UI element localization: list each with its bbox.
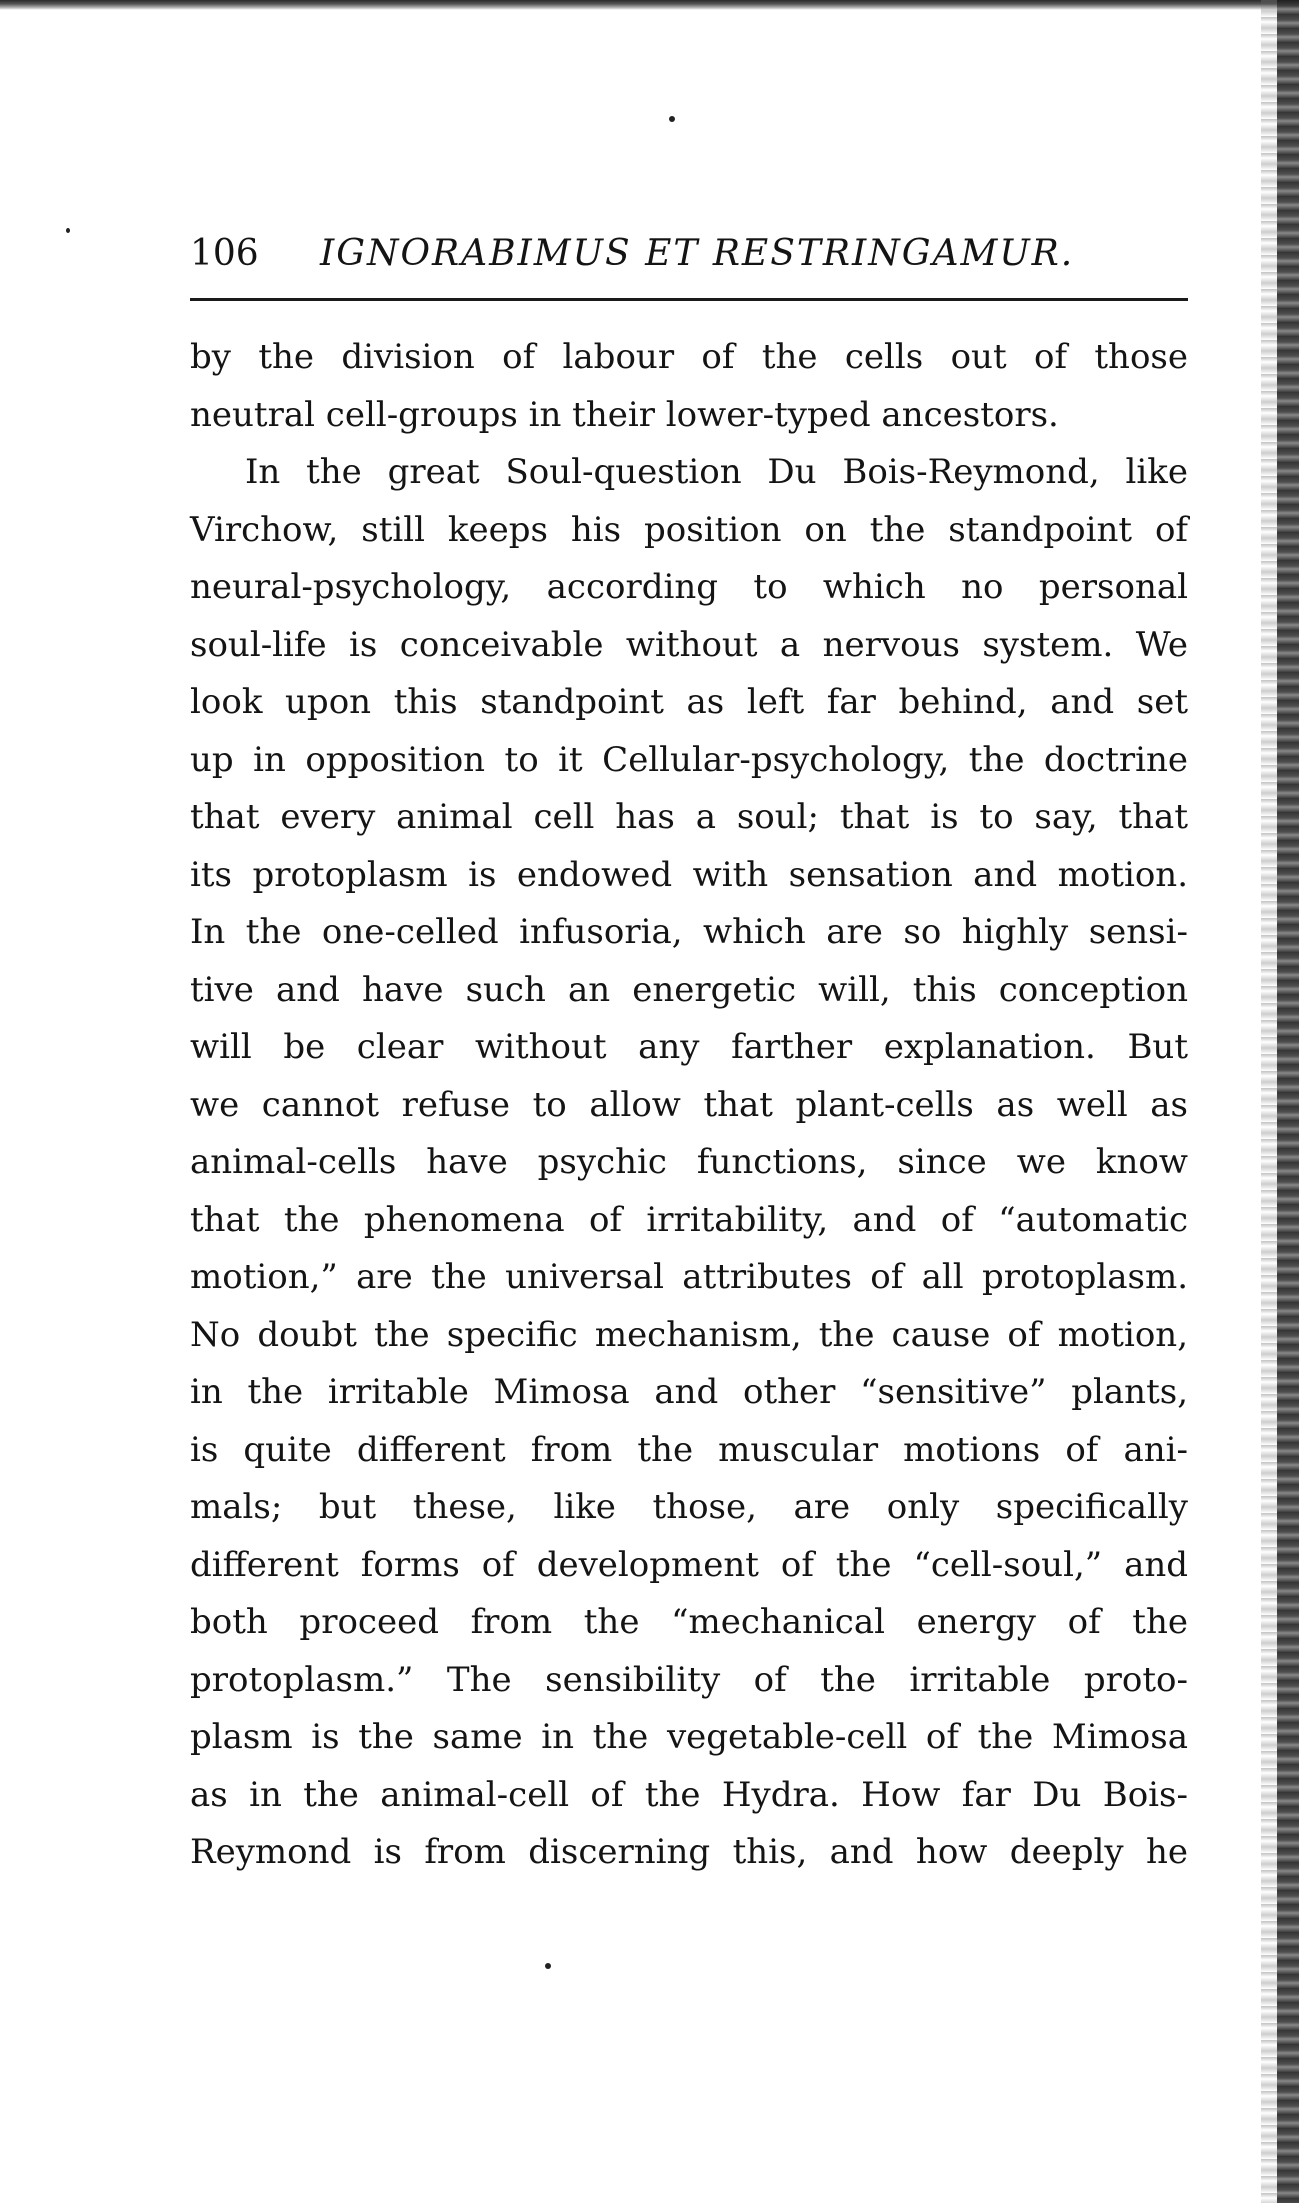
text-line: that every animal cell has a soul; that is to say, that [190, 797, 1188, 837]
text-line: up in opposition to it Cellular-psychology, the doctrine [190, 739, 1188, 780]
text-line: will be clear without any farther explanation. But [190, 1027, 1188, 1067]
text-line: that the phenomena of irritability, and of “automatic [190, 1199, 1188, 1240]
text-line: tive and have such an energetic will, this conception [190, 969, 1188, 1010]
text-line: mals; but these, like those, are only specifically [190, 1487, 1188, 1527]
page-top-edge [0, 0, 1299, 10]
ink-speck [545, 1963, 551, 1969]
ink-speck [669, 116, 675, 122]
text-line: In the one-celled infusoria, which are so highly sensi- [190, 912, 1188, 952]
text-line: Virchow, still keeps his position on the standpoint of [190, 509, 1188, 550]
text-line: In the great Soul-question Du Bois-Reymond, like [245, 452, 1188, 492]
page-right-edge [1277, 0, 1299, 2203]
ink-speck [66, 228, 70, 233]
text-line: both proceed from the “mechanical energy of the [190, 1602, 1188, 1642]
running-title: IGNORABIMUS ET RESTRINGAMUR. [320, 233, 1075, 274]
paragraph [190, 329, 1188, 444]
text-line: protoplasm.” The sensibility of the irritable proto- [190, 1659, 1188, 1700]
text-line: by the division of labour of the cells out of those [190, 337, 1188, 377]
text-line: is quite different from the muscular motions of ani- [190, 1429, 1188, 1470]
text-line: we cannot refuse to allow that plant-cells as well as [190, 1084, 1188, 1125]
text-line: plasm is the same in the vegetable-cell of the Mimosa [190, 1717, 1188, 1757]
body-text [190, 329, 1188, 1882]
text-line: in the irritable Mimosa and other “sensitive” plants, [190, 1372, 1188, 1412]
text-line: neural-psychology, according to which no personal [190, 567, 1188, 607]
paragraph [190, 444, 1188, 1882]
page-number: 106 [190, 233, 259, 274]
text-line: No doubt the specific mechanism, the cause of motion, [190, 1314, 1188, 1355]
running-header [190, 232, 1188, 276]
text-line: Reymond is from discerning this, and how deeply he [190, 1832, 1188, 1872]
header-rule [190, 298, 1188, 301]
text-line: its protoplasm is endowed with sensation and motion. [190, 854, 1188, 895]
text-line: animal-cells have psychic functions, since we know [190, 1142, 1188, 1182]
text-line: motion,” are the universal attributes of all protoplasm. [190, 1257, 1188, 1297]
text-line: different forms of development of the “cell-soul,” and [190, 1544, 1188, 1585]
text-line: soul-life is conceivable without a nervous system. We [190, 624, 1188, 665]
page-binding-shadow [1261, 0, 1277, 2203]
text-line: neutral cell-groups in their lower-typed ancestors. [190, 394, 1059, 435]
text-line: as in the animal-cell of the Hydra. How far Du Bois- [190, 1774, 1188, 1815]
text-line: look upon this standpoint as left far behind, and set [190, 682, 1188, 722]
